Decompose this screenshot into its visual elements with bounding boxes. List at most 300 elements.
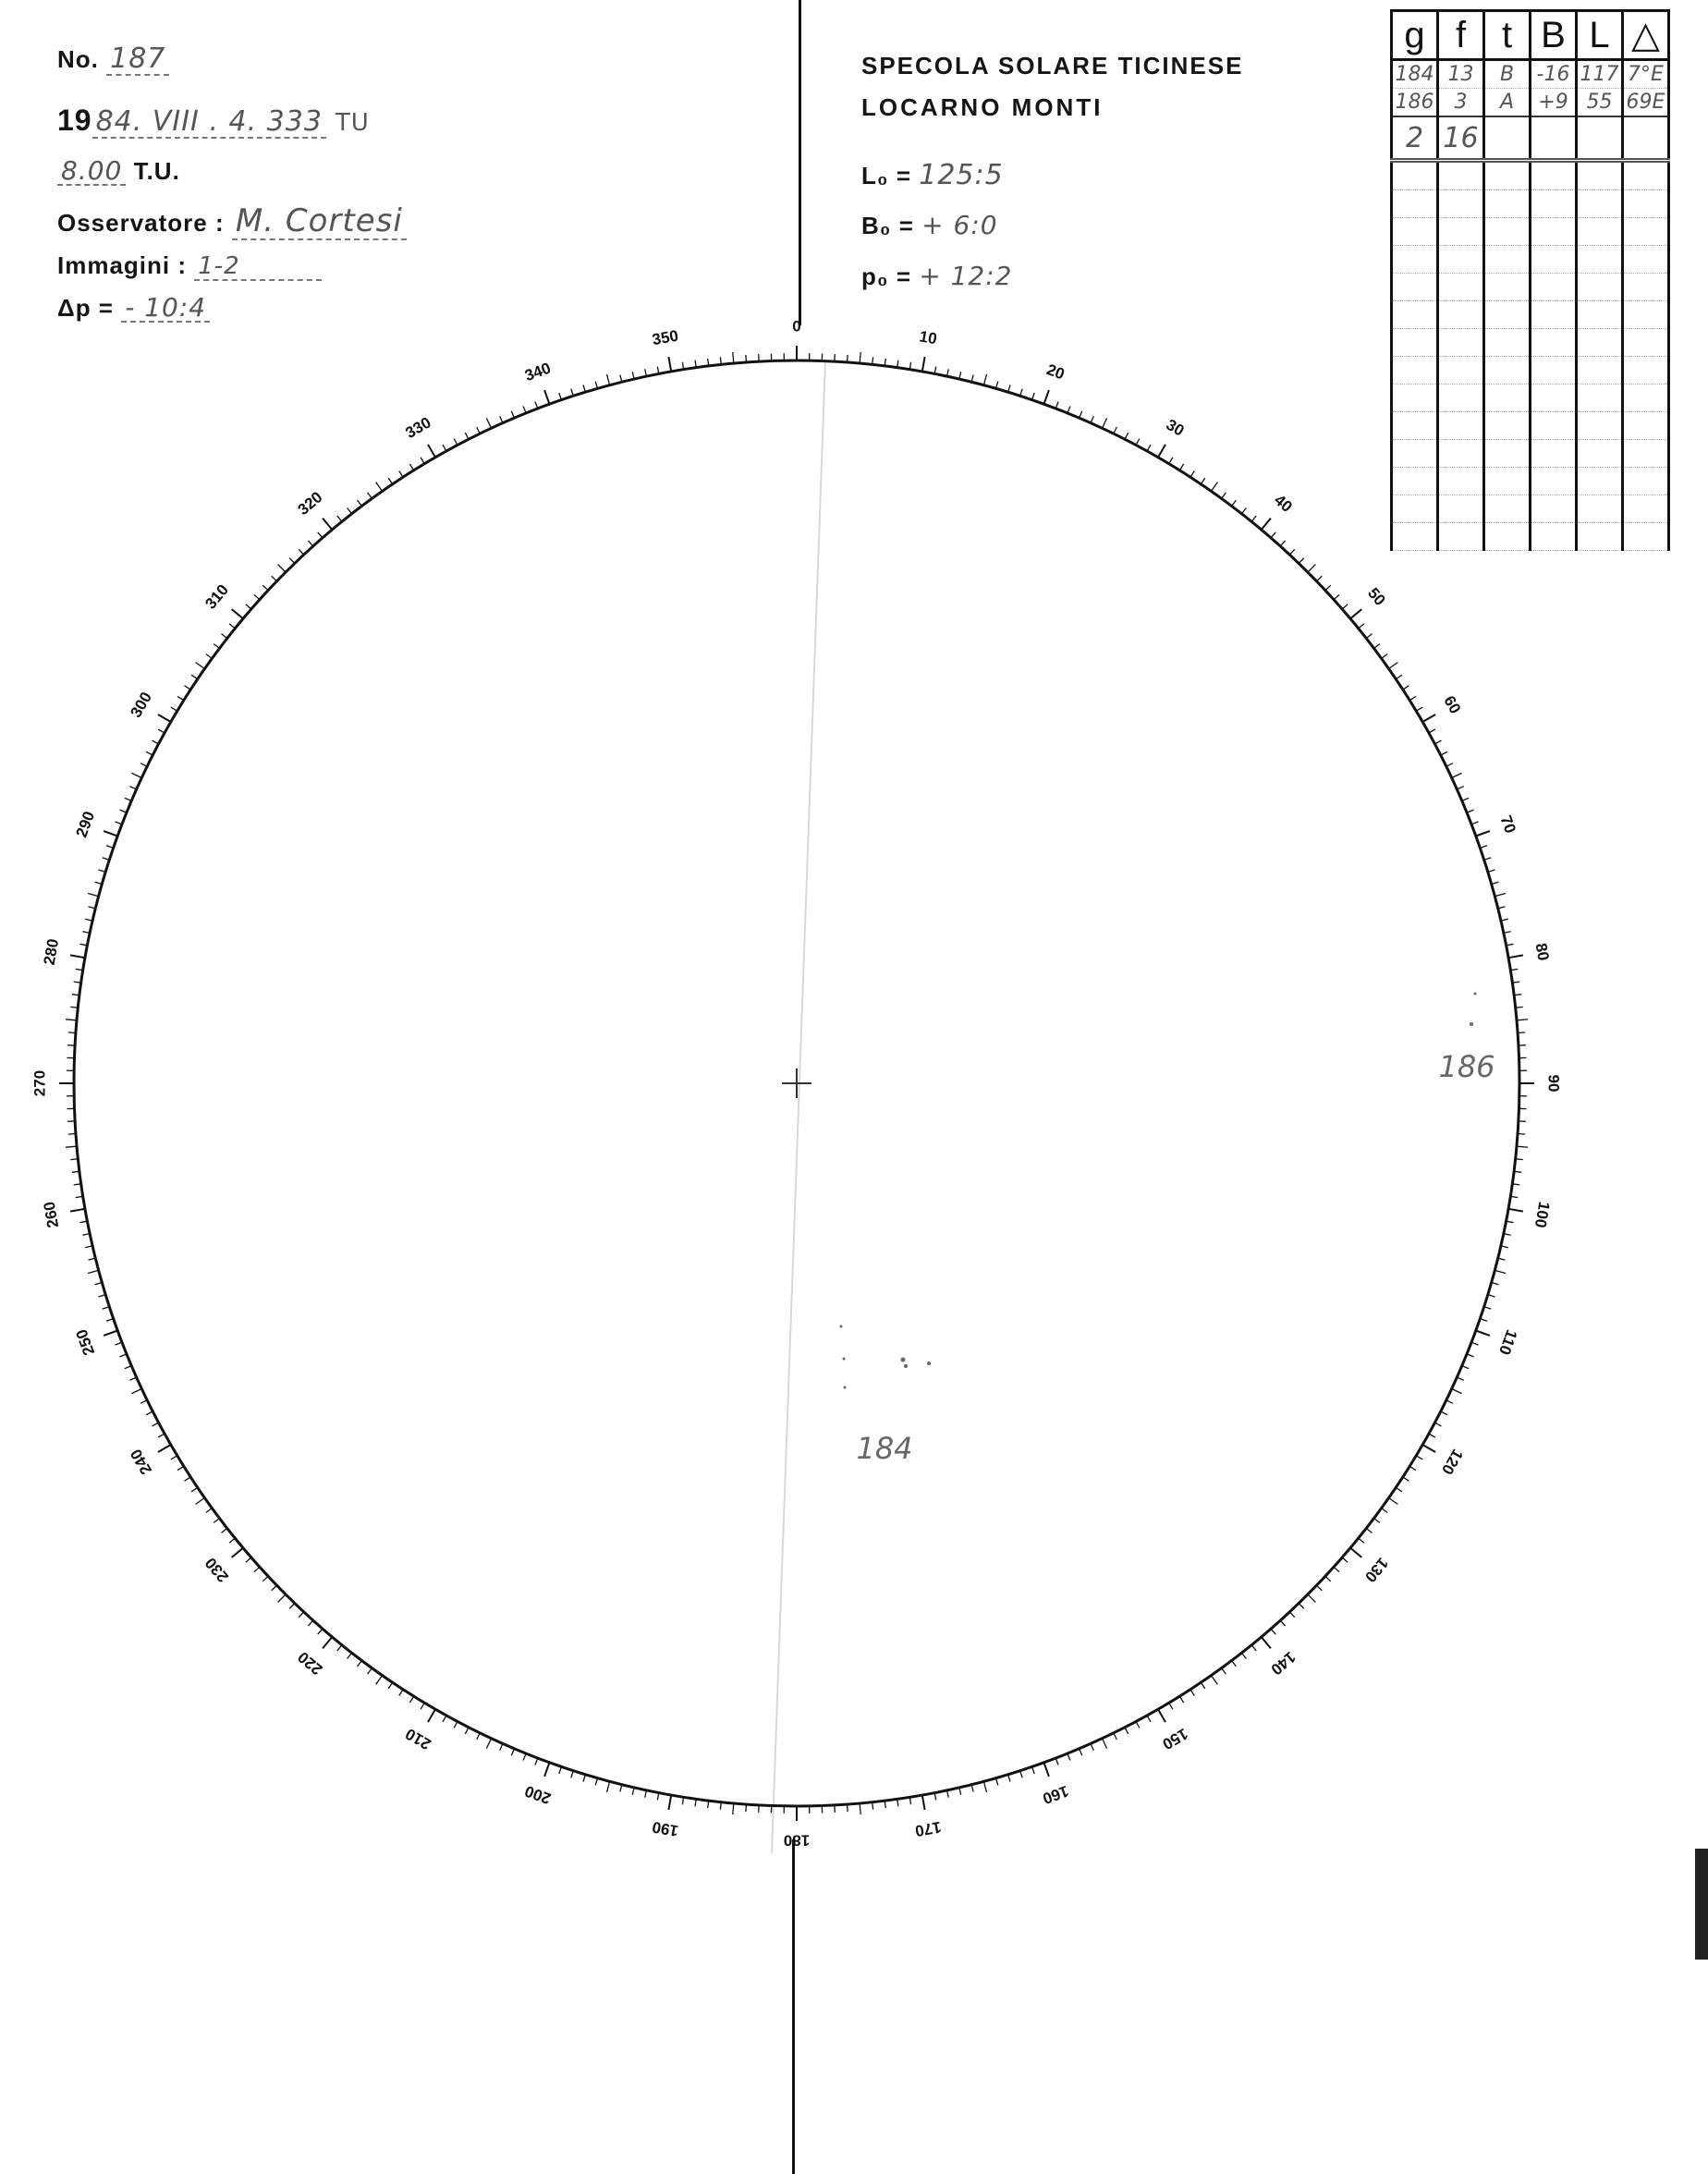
degree-tick — [1396, 675, 1402, 679]
degree-tick — [1501, 1246, 1508, 1248]
degree-tick — [376, 1676, 383, 1685]
degree-tick — [1325, 1576, 1331, 1582]
degree-tick — [131, 1389, 141, 1394]
degree-label-170: 170 — [913, 1817, 943, 1840]
degree-label-60: 60 — [1440, 692, 1465, 717]
degree-tick — [131, 773, 141, 777]
degree-tick — [254, 1567, 260, 1571]
degree-tick — [348, 1653, 352, 1658]
degree-tick — [486, 418, 491, 428]
degree-tick — [500, 1743, 503, 1750]
degree-tick — [229, 1538, 235, 1543]
degree-tick — [511, 411, 514, 418]
degree-tick — [1467, 1354, 1473, 1357]
degree-tick — [443, 445, 446, 451]
degree-tick — [486, 1739, 491, 1749]
degree-tick — [428, 445, 435, 458]
images-label: Immagini : — [57, 251, 188, 279]
degree-tick — [1241, 508, 1246, 514]
degree-tick — [1416, 707, 1422, 711]
degree-tick — [1289, 549, 1295, 555]
degree-tick — [229, 624, 235, 629]
degree-tick — [1403, 1477, 1409, 1481]
cell-L: 117 — [1577, 60, 1623, 89]
degree-tick — [308, 1620, 312, 1626]
degree-tick — [222, 634, 227, 639]
degree-tick — [70, 1007, 78, 1008]
degree-tick — [1334, 594, 1339, 599]
degree-tick — [1280, 541, 1285, 546]
degree-tick — [70, 1209, 85, 1212]
year-prefix: 19 — [57, 104, 92, 137]
degree-tick — [1262, 519, 1271, 530]
degree-tick — [171, 707, 177, 711]
degree-label-200: 200 — [522, 1781, 554, 1808]
degree-label-220: 220 — [294, 1647, 326, 1679]
degree-tick — [191, 675, 198, 679]
degree-tick — [1471, 1342, 1478, 1345]
degree-label-190: 190 — [651, 1817, 680, 1840]
degree-tick — [232, 1548, 243, 1557]
sunspot-dot — [1470, 1022, 1473, 1026]
degree-tick — [1055, 1758, 1058, 1765]
degree-tick — [1334, 1567, 1339, 1571]
degree-tick — [146, 751, 152, 755]
degree-tick — [177, 696, 184, 700]
degree-tick — [1462, 798, 1469, 800]
degree-tick — [1382, 1508, 1387, 1513]
degree-tick — [1457, 1377, 1463, 1380]
degree-tick — [1179, 464, 1183, 470]
degree-tick — [1190, 471, 1194, 478]
degree-tick — [1325, 585, 1331, 591]
cell-t: B — [1484, 60, 1531, 89]
date-value: 84. VIII . 4. 333 — [92, 107, 326, 139]
degree-tick — [1068, 407, 1070, 413]
degree-tick — [922, 1795, 925, 1810]
degree-label-250: 250 — [72, 1326, 99, 1358]
degree-tick — [1032, 393, 1035, 400]
degree-tick — [214, 644, 219, 649]
degree-tick — [421, 458, 424, 464]
degree-tick — [535, 402, 538, 409]
delta-p-label: Δp = — [57, 294, 114, 322]
degree-tick — [1422, 714, 1435, 722]
degree-tick — [232, 609, 243, 618]
degree-tick — [1471, 822, 1478, 824]
center-cross — [782, 1069, 811, 1098]
B0-value: + 6:0 — [921, 210, 998, 240]
degree-tick — [323, 1637, 332, 1648]
degree-tick — [185, 686, 191, 690]
degree-tick — [1366, 634, 1372, 639]
sunspot-dot — [840, 1325, 843, 1328]
degree-label-240: 240 — [127, 1446, 156, 1478]
degree-label-40: 40 — [1271, 491, 1296, 516]
degree-tick — [1103, 418, 1107, 428]
degree-label-320: 320 — [294, 488, 326, 519]
degree-label-0: 0 — [792, 317, 801, 336]
degree-tick — [1476, 831, 1490, 836]
degree-tick — [116, 822, 122, 824]
degree-tick — [1396, 1487, 1402, 1492]
record-number-value: 187 — [106, 44, 169, 76]
degree-label-210: 210 — [402, 1724, 434, 1753]
degree-tick — [1508, 1209, 1523, 1212]
degree-tick — [308, 541, 312, 546]
degree-tick — [1201, 1682, 1205, 1689]
degree-tick — [399, 471, 403, 478]
degree-label-50: 50 — [1364, 584, 1389, 609]
degree-tick — [214, 1519, 219, 1523]
degree-label-180: 180 — [783, 1831, 811, 1850]
degree-tick — [872, 357, 873, 364]
degree-tick — [1317, 576, 1323, 581]
total-groups: 2 — [1392, 116, 1438, 161]
degree-tick — [68, 1134, 76, 1135]
degree-tick — [559, 393, 562, 400]
degree-tick — [1435, 1423, 1442, 1426]
degree-tick — [348, 508, 352, 514]
degree-tick — [158, 714, 171, 722]
degree-label-310: 310 — [201, 580, 233, 613]
degree-tick — [620, 375, 622, 383]
degree-tick — [523, 407, 526, 413]
time-value: 8.00 — [57, 157, 126, 186]
degree-tick — [1501, 919, 1508, 921]
B0-label: B₀ = — [861, 212, 914, 239]
degree-tick — [511, 1749, 514, 1755]
degree-tick — [1068, 1753, 1070, 1760]
cell-B: +9 — [1531, 89, 1577, 117]
cell-delta: 69E — [1623, 89, 1669, 117]
group-label-186: 186 — [1438, 1049, 1495, 1084]
degree-tick — [1403, 686, 1409, 690]
degree-tick — [376, 482, 383, 492]
header-g: g — [1392, 11, 1438, 60]
degree-label-140: 140 — [1267, 1647, 1299, 1679]
degree-tick — [206, 654, 212, 659]
images-value: 1-2 — [194, 254, 322, 281]
degree-tick — [477, 427, 481, 434]
degree-label-80: 80 — [1531, 941, 1553, 962]
degree-tick — [1429, 1434, 1435, 1437]
degree-tick — [1467, 810, 1473, 812]
degree-tick — [1350, 1548, 1361, 1557]
cell-t: A — [1484, 89, 1531, 117]
degree-tick — [323, 519, 332, 530]
degree-tick — [1446, 763, 1453, 767]
time-label: T.U. — [133, 157, 180, 185]
degree-tick — [1055, 402, 1058, 409]
degree-tick — [454, 1722, 458, 1728]
degree-tick — [368, 1668, 372, 1674]
degree-tick — [607, 374, 610, 385]
L0-value: 125:5 — [919, 159, 1004, 191]
degree-tick — [1179, 1696, 1183, 1703]
header-B: B — [1531, 11, 1577, 60]
degree-tick — [1508, 955, 1523, 958]
degree-tick — [1374, 1519, 1380, 1523]
degree-tick — [1158, 445, 1165, 458]
degree-tick — [158, 1445, 171, 1452]
degree-tick — [246, 605, 251, 609]
degree-label-300: 300 — [127, 689, 156, 721]
degree-tick — [337, 516, 342, 521]
degree-tick — [959, 372, 961, 379]
central-meridian-faint — [772, 360, 825, 1853]
degree-tick — [177, 1466, 184, 1470]
degree-tick — [368, 493, 372, 498]
degree-tick — [535, 1758, 538, 1765]
degree-tick — [1280, 1620, 1285, 1626]
degree-tick — [1044, 390, 1049, 404]
degree-tick — [1382, 654, 1387, 659]
degree-tick — [733, 1803, 734, 1814]
degree-tick — [158, 1434, 165, 1437]
degree-tick — [388, 478, 393, 484]
degree-tick — [1366, 1528, 1372, 1533]
degree-label-160: 160 — [1040, 1781, 1071, 1808]
degree-tick — [1416, 1456, 1422, 1460]
degree-tick — [278, 1594, 286, 1602]
degree-label-20: 20 — [1044, 360, 1068, 384]
degree-tick — [1359, 624, 1364, 629]
degree-tick — [68, 1032, 76, 1033]
degree-tick — [1441, 1411, 1447, 1415]
degree-tick — [104, 1331, 117, 1336]
degree-label-350: 350 — [651, 326, 680, 349]
degree-tick — [1080, 1749, 1082, 1755]
degree-tick — [1212, 1676, 1218, 1685]
degree-tick — [1409, 696, 1416, 700]
degree-tick — [120, 1354, 127, 1357]
degree-tick — [1494, 894, 1506, 897]
degree-tick — [278, 565, 286, 572]
degree-tick — [544, 390, 549, 404]
degree-tick — [1422, 1445, 1435, 1452]
degree-tick — [720, 357, 721, 364]
header-delta: △ — [1623, 11, 1669, 60]
sunspot-dot — [901, 1358, 906, 1362]
total-spots: 16 — [1438, 116, 1484, 161]
cell-L: 55 — [1577, 89, 1623, 117]
degree-tick — [1516, 1007, 1523, 1008]
degree-tick — [1289, 1612, 1295, 1618]
degree-tick — [1498, 1258, 1506, 1260]
degree-tick — [1232, 500, 1237, 506]
degree-tick — [1359, 1538, 1364, 1543]
degree-tick — [1091, 1743, 1093, 1750]
degree-tick — [971, 1785, 973, 1792]
degree-tick — [358, 1661, 362, 1667]
degree-tick — [1147, 445, 1151, 451]
degree-tick — [1494, 1270, 1506, 1273]
degree-tick — [409, 1696, 413, 1703]
degree-label-30: 30 — [1163, 415, 1188, 440]
cell-B: -16 — [1531, 60, 1577, 89]
degree-tick — [272, 576, 277, 581]
degree-tick — [1136, 1722, 1140, 1728]
degree-tick — [1517, 1146, 1528, 1147]
sunspot-dot — [1474, 993, 1477, 995]
degree-tick — [1222, 493, 1226, 498]
degree-tick — [1190, 1690, 1194, 1696]
degree-tick — [1103, 1739, 1107, 1749]
sunspot-dot — [843, 1358, 846, 1361]
degree-tick — [66, 1146, 77, 1147]
degree-tick — [922, 357, 925, 372]
degree-tick — [129, 1377, 136, 1380]
degree-tick — [1169, 1703, 1173, 1709]
degree-tick — [1342, 1557, 1348, 1562]
degree-tick — [720, 1802, 721, 1810]
degree-tick — [171, 1456, 177, 1460]
cell-f: 3 — [1438, 89, 1484, 117]
degree-tick — [1169, 458, 1173, 464]
delta-p-value: - 10:4 — [121, 294, 210, 323]
cell-f: 13 — [1438, 60, 1484, 89]
degree-tick — [443, 1716, 446, 1722]
degree-tick — [632, 1788, 634, 1795]
degree-label-230: 230 — [201, 1554, 233, 1586]
degree-tick — [1462, 1366, 1469, 1369]
degree-tick — [983, 1781, 986, 1792]
degree-tick — [1342, 605, 1348, 609]
degree-tick — [1114, 427, 1117, 434]
date-suffix: TU — [335, 109, 370, 137]
degree-tick — [1212, 482, 1218, 492]
group-label-184: 184 — [856, 1431, 913, 1466]
degree-tick — [1435, 740, 1442, 744]
degree-tick — [70, 955, 85, 958]
p0-label: p₀ = — [861, 263, 912, 290]
degree-label-90: 90 — [1544, 1074, 1563, 1093]
degree-tick — [1389, 1498, 1398, 1505]
degree-tick — [1476, 1331, 1490, 1336]
cell-delta: 7°E — [1623, 60, 1669, 89]
degree-label-270: 270 — [30, 1069, 49, 1097]
degree-tick — [428, 1709, 435, 1722]
degree-label-70: 70 — [1496, 812, 1519, 836]
degree-tick — [620, 1785, 622, 1792]
degree-tick — [454, 439, 458, 446]
degree-tick — [1480, 1319, 1487, 1322]
degree-tick — [544, 1763, 549, 1777]
degree-tick — [106, 846, 114, 849]
degree-tick — [146, 1411, 152, 1415]
degree-label-120: 120 — [1437, 1446, 1467, 1478]
L0-label: L₀ = — [861, 162, 912, 189]
degree-tick — [1308, 1594, 1315, 1602]
degree-tick — [185, 1477, 191, 1481]
degree-tick — [337, 1645, 342, 1651]
degree-tick — [1262, 1637, 1271, 1648]
degree-tick — [746, 355, 747, 362]
degree-tick — [746, 1804, 747, 1812]
degree-tick — [668, 357, 671, 372]
degree-tick — [1299, 558, 1304, 564]
degree-tick — [318, 1629, 323, 1634]
degree-tick — [1409, 1466, 1416, 1470]
degree-tick — [1317, 1585, 1323, 1591]
observer-value: M. Cortesi — [232, 205, 407, 240]
degree-tick — [477, 1733, 481, 1740]
degree-tick — [272, 1585, 277, 1591]
sunspot-group-186 — [1438, 993, 1494, 1085]
degree-tick — [465, 433, 469, 439]
degree-tick — [120, 810, 127, 812]
cell-g: 184 — [1392, 60, 1438, 89]
degree-tick — [733, 352, 734, 363]
degree-label-330: 330 — [402, 413, 434, 443]
degree-tick — [1125, 1728, 1128, 1734]
degree-label-100: 100 — [1531, 1200, 1554, 1229]
degree-tick — [318, 532, 323, 538]
degree-label-280: 280 — [40, 937, 63, 967]
degree-tick — [191, 1487, 198, 1492]
degree-tick — [1350, 609, 1361, 618]
degree-tick — [125, 1366, 131, 1369]
sunspot-dot — [844, 1386, 847, 1389]
degree-tick — [523, 1753, 526, 1760]
degree-tick — [1125, 433, 1128, 439]
degree-tick — [104, 831, 117, 836]
degree-tick — [668, 1795, 671, 1810]
sunspot-dot — [927, 1362, 931, 1365]
degree-tick — [1032, 1766, 1035, 1774]
degree-tick — [254, 594, 260, 599]
sunspot-dot — [904, 1364, 908, 1368]
degree-tick — [388, 1682, 393, 1689]
degree-tick — [196, 1498, 205, 1505]
degree-tick — [1429, 729, 1435, 733]
degree-label-290: 290 — [72, 809, 99, 840]
degree-tick — [409, 464, 413, 470]
degree-tick — [1457, 787, 1463, 789]
institution-name: SPECOLA SOLARE TICINESE — [861, 52, 1244, 79]
degree-label-110: 110 — [1495, 1327, 1521, 1358]
degree-tick — [632, 372, 634, 379]
degree-label-260: 260 — [40, 1200, 63, 1229]
degree-tick — [1251, 516, 1256, 521]
degree-tick — [1241, 1653, 1246, 1658]
degree-tick — [125, 798, 131, 800]
degree-tick — [262, 1576, 268, 1582]
degree-tick — [129, 787, 136, 789]
degree-tick — [358, 500, 362, 506]
degree-tick — [1498, 907, 1506, 909]
degree-tick — [116, 1342, 122, 1345]
degree-tick — [1452, 1389, 1462, 1394]
degree-tick — [1308, 565, 1315, 572]
degree-tick — [1480, 846, 1487, 849]
header-t: t — [1484, 11, 1531, 60]
degree-tick — [1232, 1661, 1237, 1667]
degree-tick — [1147, 1716, 1151, 1722]
header-L: L — [1577, 11, 1623, 60]
degree-label-150: 150 — [1159, 1724, 1191, 1753]
degree-tick — [1389, 663, 1398, 669]
degree-label-340: 340 — [522, 359, 554, 385]
record-number-label: No. — [57, 45, 99, 73]
degree-tick — [1452, 773, 1462, 777]
degree-tick — [872, 1802, 873, 1810]
degree-tick — [1518, 1134, 1525, 1135]
degree-tick — [196, 663, 205, 669]
sunspot-group-184 — [840, 1325, 932, 1467]
degree-tick — [1271, 1629, 1275, 1634]
